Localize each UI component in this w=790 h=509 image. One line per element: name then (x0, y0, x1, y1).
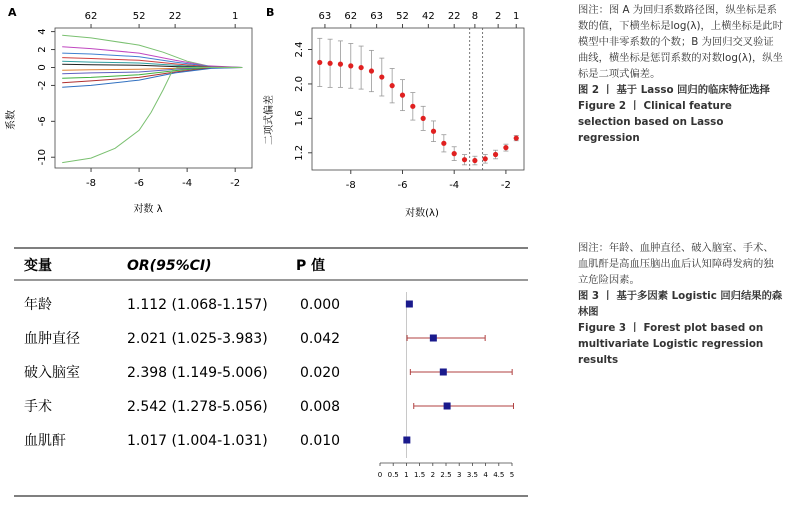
forest-tick-label: 0 (377, 471, 383, 479)
x-axis-label: 对数 λ (133, 204, 163, 215)
y-tick-label: -10 (37, 149, 48, 166)
y-tick-label: 1.6 (294, 110, 305, 127)
deviance-point (400, 93, 405, 98)
y-tick-label: 0 (37, 64, 48, 71)
caption-title-en: Figure 3 丨 Forest plot based on multivariate Logistic regression results (578, 322, 764, 366)
or-ci-value: 1.017 (1.004-1.031) (127, 433, 268, 449)
top-tick-label: 52 (396, 11, 409, 22)
top-tick-label: 22 (447, 11, 461, 22)
caption-note: 图注：年龄、血肿直径、破入脑室、手术、血肌酐是高血压脑出血后认知障碍发病的独立危险因素。 (578, 242, 774, 286)
deviance-point (327, 61, 332, 66)
top-tick-label: 8 (471, 11, 479, 22)
forest-tick-label: 0.5 (387, 471, 399, 479)
deviance-point (431, 129, 436, 134)
coefficient-path (62, 68, 242, 163)
y-tick-label: 2.4 (294, 41, 305, 58)
header-or: OR(95%CI) (127, 258, 212, 274)
deviance-point (338, 62, 343, 67)
y-axis-label: 系数 (6, 110, 17, 130)
x-tick-label: -2 (230, 178, 241, 189)
forest-tick-label: 3.5 (466, 471, 478, 479)
deviance-point (452, 151, 457, 156)
forest-plot (0, 232, 575, 509)
variable-name: 血肿直径 (24, 331, 80, 347)
deviance-point (514, 136, 519, 141)
top-tick-label: 62 (84, 11, 98, 22)
caption-title-cn: 图 3 丨 基于多因素 Logistic 回归结果的森林图 (578, 290, 783, 318)
top-tick-label: 42 (421, 11, 435, 22)
forest-tick-label: 1 (404, 471, 409, 479)
caption-title-cn: 图 2 丨 基于 Lasso 回归的临床特征选择 (578, 84, 770, 96)
x-tick-label: -8 (345, 180, 356, 191)
figure-3-caption (578, 240, 783, 368)
deviance-point (503, 145, 508, 150)
panel-label-a: A (8, 6, 17, 19)
deviance-point (441, 141, 446, 146)
y-axis-label: 二项式偏差 (264, 95, 275, 145)
deviance-point (462, 157, 467, 162)
panel-label-b: B (266, 6, 275, 19)
x-tick-label: -2 (500, 180, 511, 191)
top-tick-label: 22 (168, 11, 182, 22)
x-tick-label: -6 (397, 180, 408, 191)
top-tick-label: 63 (370, 11, 384, 22)
or-point (403, 437, 410, 444)
top-tick-label: 52 (132, 11, 146, 22)
p-value: 0.020 (300, 365, 341, 381)
or-point (430, 335, 437, 342)
cross-validation-plot (262, 0, 532, 225)
forest-tick-label: 2.5 (440, 471, 452, 479)
forest-tick-label: 2 (430, 471, 436, 479)
p-value: 0.008 (300, 399, 341, 415)
forest-tick-label: 1.5 (414, 471, 426, 479)
top-tick-label: 62 (344, 11, 358, 22)
or-point (444, 403, 451, 410)
x-axis-label: 对数(λ) (405, 208, 439, 219)
p-value: 0.042 (300, 331, 341, 347)
deviance-point (390, 83, 395, 88)
or-ci-value: 1.112 (1.068-1.157) (127, 297, 268, 313)
variable-name: 破入脑室 (24, 365, 80, 381)
top-tick-label: 1 (513, 11, 520, 22)
variable-name: 年龄 (24, 297, 52, 313)
deviance-point (369, 68, 374, 73)
deviance-point (410, 104, 415, 109)
forest-tick-label: 4 (483, 471, 488, 479)
header-variable: 变量 (24, 258, 52, 274)
forest-tick-label: 4.5 (493, 471, 505, 479)
or-ci-value: 2.021 (1.025-3.983) (127, 331, 268, 347)
deviance-point (317, 60, 322, 65)
p-value: 0.010 (300, 433, 341, 449)
variable-name: 血肌酐 (24, 433, 66, 449)
or-point (440, 369, 447, 376)
header-p: P 值 (296, 258, 326, 274)
caption-note: 图注：图 A 为回归系数路径图，纵坐标是系数的值，下横坐标是log(λ)，上横坐标是此时模型中非零系数的个数；B 为回归交叉验证曲线，横坐标是惩罚系数的对数log(λ)，纵坐标是二项式偏差。 (578, 4, 783, 80)
or-ci-value: 2.398 (1.149-5.006) (127, 365, 268, 381)
caption-title-en: Figure 2 丨 Clinical feature selection based on Lasso regression (578, 100, 732, 144)
deviance-point (472, 158, 477, 163)
top-tick-label: 63 (318, 11, 332, 22)
forest-tick-label: 5 (509, 471, 515, 479)
y-tick-label: -6 (37, 116, 48, 127)
deviance-point (483, 156, 488, 161)
x-tick-label: -4 (449, 180, 460, 191)
y-tick-label: 4 (37, 28, 48, 35)
y-tick-label: 2.0 (294, 75, 305, 92)
or-ci-value: 2.542 (1.278-5.056) (127, 399, 268, 415)
y-tick-label: 1.2 (294, 144, 305, 161)
y-tick-label: 2 (37, 46, 48, 53)
deviance-point (493, 152, 498, 157)
top-tick-label: 1 (231, 11, 239, 22)
variable-name: 手术 (24, 399, 52, 415)
deviance-point (379, 74, 384, 79)
forest-tick-label: 3 (456, 471, 462, 479)
x-tick-label: -6 (134, 178, 145, 189)
p-value: 0.000 (300, 297, 341, 313)
coefficient-path-plot (0, 0, 262, 225)
top-tick-label: 2 (494, 11, 502, 22)
x-tick-label: -4 (182, 178, 193, 189)
or-point (406, 301, 413, 308)
deviance-point (421, 116, 426, 121)
figure-2-caption (578, 2, 783, 146)
y-tick-label: -2 (37, 80, 48, 91)
deviance-point (348, 63, 353, 68)
coefficient-path (62, 35, 242, 67)
x-tick-label: -8 (86, 178, 97, 189)
plot-frame (312, 28, 524, 170)
deviance-point (359, 65, 364, 70)
